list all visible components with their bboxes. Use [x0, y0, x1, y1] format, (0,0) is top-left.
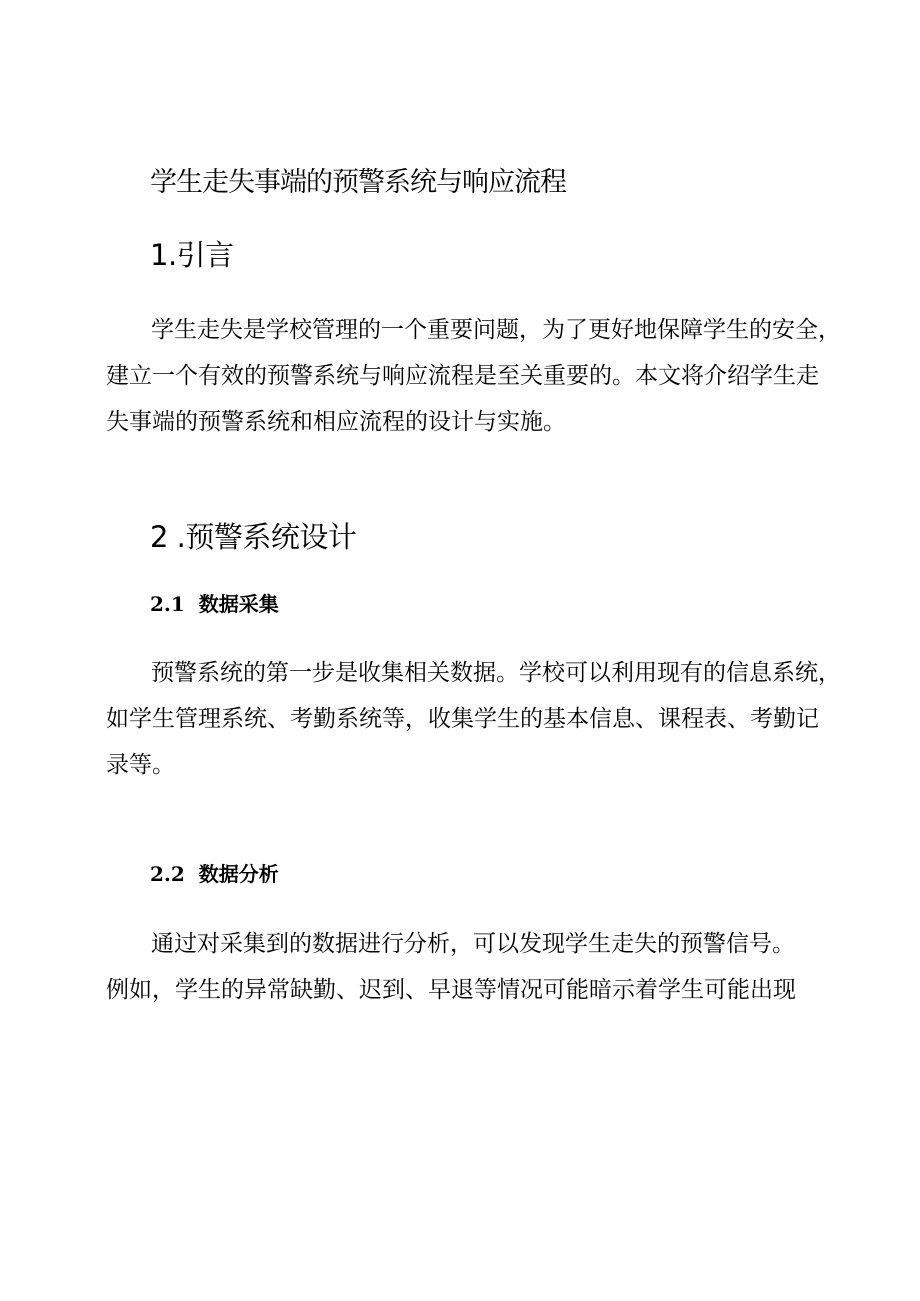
subsection-number: 2.1 — [150, 592, 185, 616]
paragraph-line: 如学生管理系统、考勤系统等，收集学生的基本信息、课程表、考勤记 — [106, 706, 819, 732]
introduction-paragraph — [106, 307, 841, 445]
paragraph-line: 学生走失是学校管理的一个重要问题，为了更好地保障学生的安全， — [151, 317, 841, 343]
subsection-heading-data-collection — [150, 590, 279, 618]
subsection-title: 数据分析 — [198, 862, 279, 886]
subsection-number: 2.2 — [150, 862, 185, 886]
paragraph-line: 录等。 — [106, 752, 175, 778]
section-heading-system-design: 2 .预警系统设计 — [150, 520, 357, 554]
paragraph-line: 建立一个有效的预警系统与响应流程是至关重要的。本文将介绍学生走 — [106, 363, 819, 389]
subsection-heading-data-analysis — [150, 860, 279, 888]
paragraph-line: 预警系统的第一步是收集相关数据。学校可以利用现有的信息系统， — [151, 660, 841, 686]
paragraph-line: 通过对采集到的数据进行分析，可以发现学生走失的预警信号。 — [151, 931, 795, 957]
subsection-title: 数据采集 — [198, 592, 279, 616]
document-title: 学生走失事端的预警系统与响应流程 — [150, 167, 566, 198]
section-heading-introduction: 1.引言 — [150, 238, 234, 272]
data-analysis-paragraph — [106, 921, 826, 1013]
paragraph-line: 失事端的预警系统和相应流程的设计与实施。 — [106, 409, 566, 435]
paragraph-line: 例如，学生的异常缺勤、迟到、早退等情况可能暗示着学生可能出现 — [106, 977, 796, 1003]
data-collection-paragraph — [106, 650, 841, 788]
